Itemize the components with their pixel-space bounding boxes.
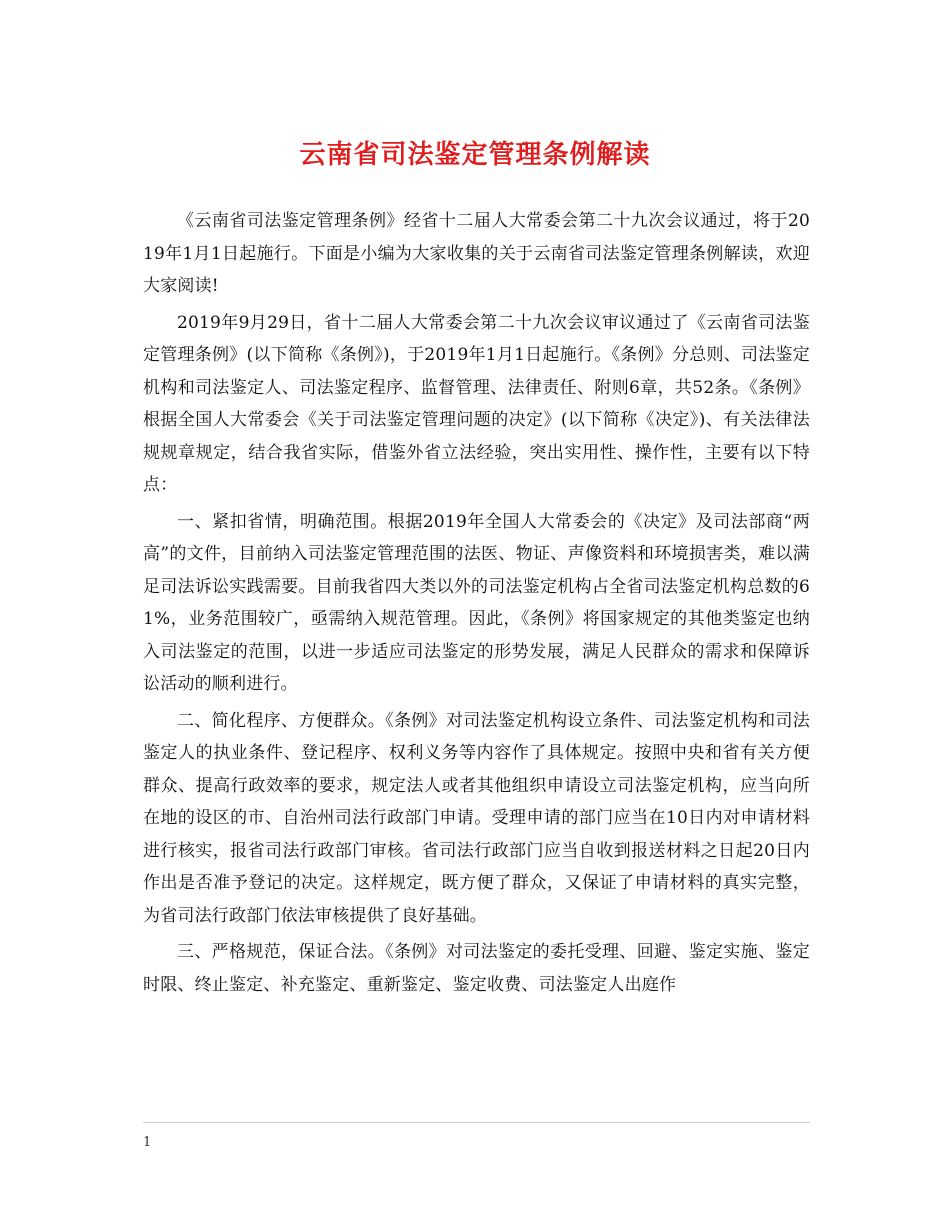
page-number: 1 xyxy=(143,1135,152,1150)
paragraph-point-one: 一、紧扣省情，明确范围。根据2019年全国人大常委会的《决定》及司法部商“两高”的文件，目前纳入司法鉴定管理范围的法医、物证、声像资料和环境损害类，难以满足司法诉讼实践需要。目前我省四大类以外的司法鉴定机构占全省司法鉴定机构总数的61%，业务范围较广，亟需纳入规范管理。因此，《条例》将国家规定的其他类鉴定也纳入司法鉴定的范围，以进一步适应司法鉴定的形势发展，满足人民群众的需求和保障诉讼活动的顺利进行。 xyxy=(143,511,810,694)
paragraph-point-two: 二、简化程序、方便群众。《条例》对司法鉴定机构设立条件、司法鉴定机构和司法鉴定人的执业条件、登记程序、权利义务等内容作了具体规定。按照中央和省有关方便群众、提高行政效率的要求，规定法人或者其他组织申请设立司法鉴定机构，应当向所在地的设区的市、自治州司法行政部门申请。受理申请的部门应当在10日内对申请材料进行核实，报省司法行政部门审核。省司法行政部门应当自收到报送材料之日起20日内作出是否准予登记的决定。这样规定，既方便了群众，又保证了申请材料的真实完整，为省司法行政部门依法审核提供了良好基础。 xyxy=(143,710,810,926)
footer-divider xyxy=(143,1122,810,1123)
paragraph-overview: 2019年9月29日，省十二届人大常委会第二十九次会议审议通过了《云南省司法鉴定管理条例》(以下简称《条例》)，于2019年1月1日起施行。《条例》分总则、司法鉴定机构和司法鉴定人、司法鉴定程序、监督管理、法律责任、附则6章，共52条。《条例》根据全国人大常委会《关于司法鉴定管理问题的决定》(以下简称《决定》)、有关法律法规规章规定，结合我省实际，借鉴外省立法经验，突出实用性、操作性，主要有以下特点： xyxy=(143,312,810,495)
paragraph-point-three: 三、严格规范，保证合法。《条例》对司法鉴定的委托受理、回避、鉴定实施、鉴定时限、终止鉴定、补充鉴定、重新鉴定、鉴定收费、司法鉴定人出庭作 xyxy=(143,942,810,995)
paragraph-intro: 《云南省司法鉴定管理条例》经省十二届人大常委会第二十九次会议通过，将于2019年1月1日起施行。下面是小编为大家收集的关于云南省司法鉴定管理条例解读，欢迎大家阅读! xyxy=(143,211,810,296)
page-title: 云南省司法鉴定管理条例解读 xyxy=(299,140,651,170)
document-body xyxy=(143,205,810,1005)
